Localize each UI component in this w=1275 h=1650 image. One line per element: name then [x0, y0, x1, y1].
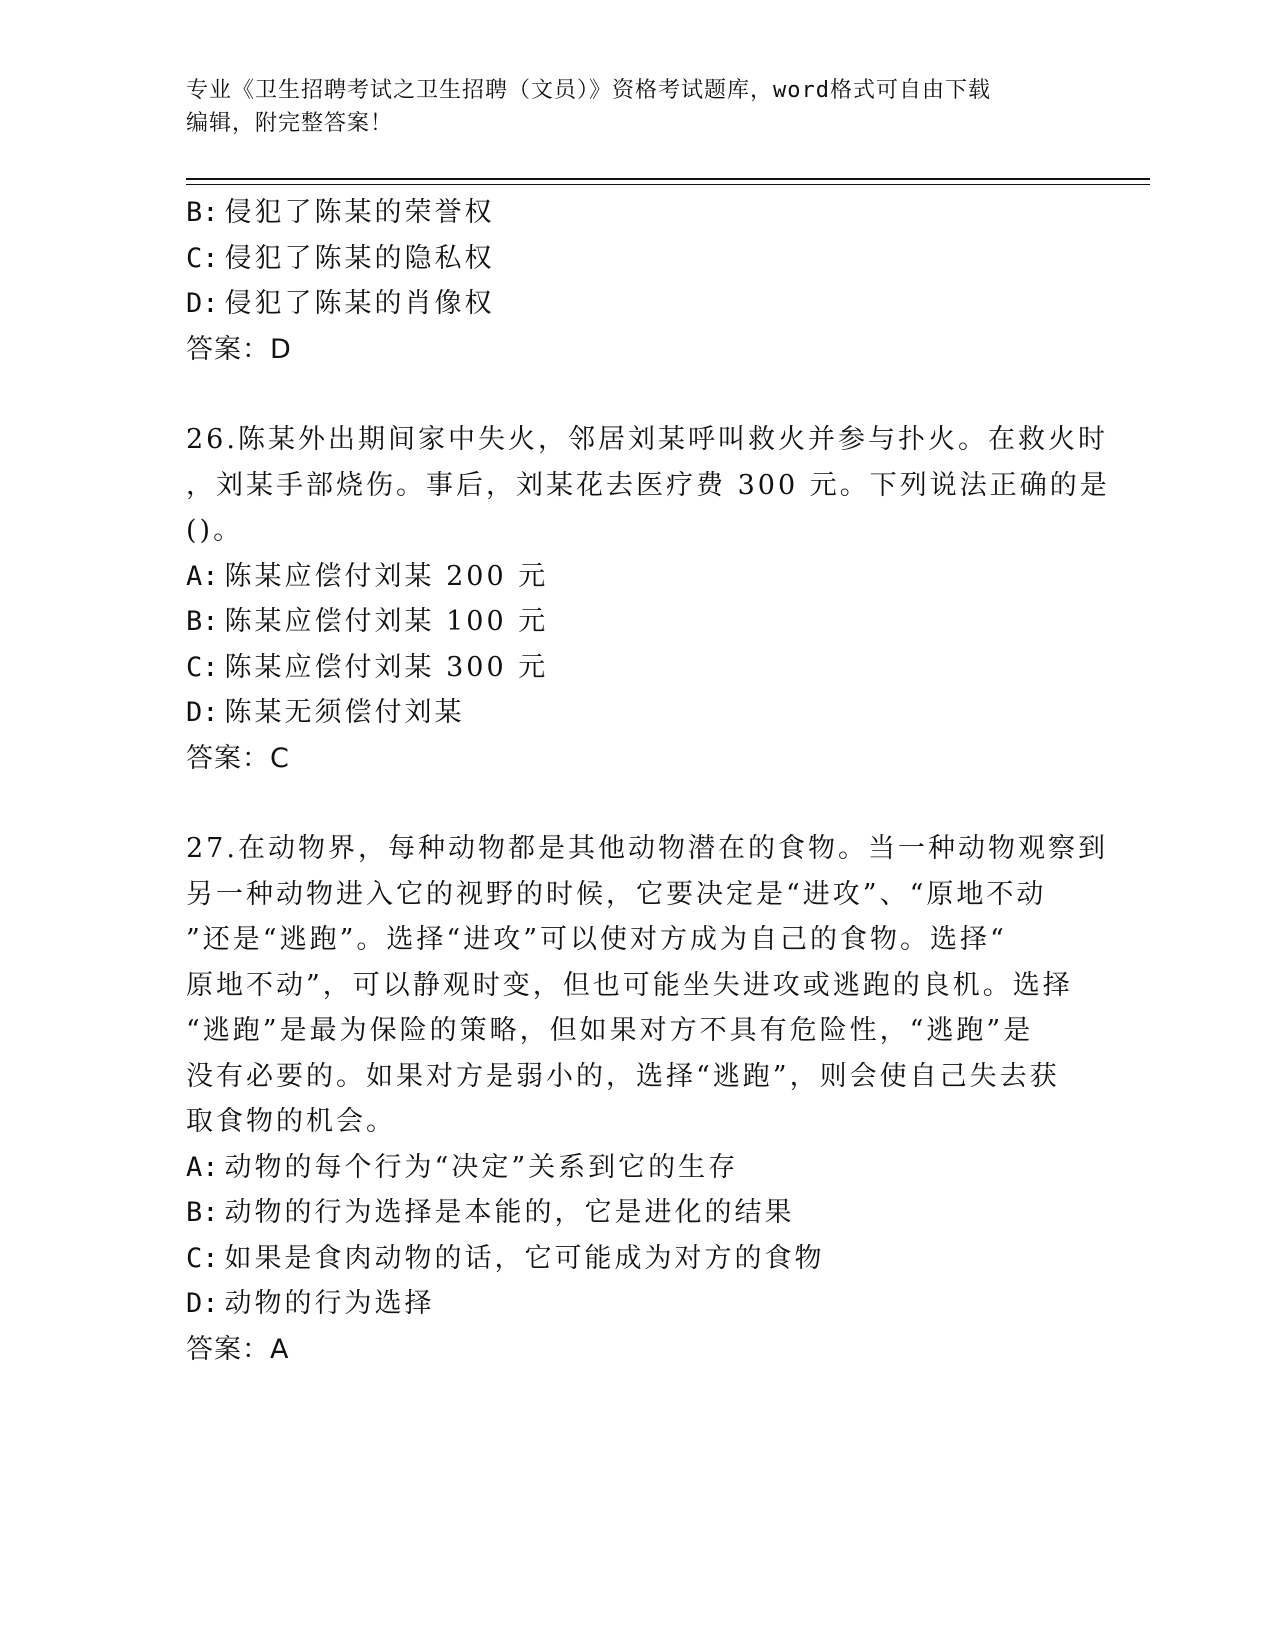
- option-a: [186, 1145, 1086, 1191]
- option-letter: D:: [186, 697, 219, 728]
- header-line-2: 编辑，附完整答案！: [186, 111, 394, 136]
- question-text-line: ，刘某手部烧伤。事后，刘某花去医疗费 300 元。下列说法正确的是: [186, 469, 1110, 501]
- option-text: 动物的行为选择是本能的，它是进化的结果: [224, 1197, 795, 1228]
- option-text: 如果是食肉动物的话，它可能成为对方的食物: [224, 1242, 825, 1274]
- option-letter: C:: [186, 1242, 219, 1274]
- question-text-line: 26.陈某外出期间家中失火，邻居刘某呼叫救火并参与扑火。在救火时: [186, 424, 1108, 455]
- option-text: 侵犯了陈某的肖像权: [224, 288, 495, 319]
- option-letter: C:: [186, 651, 219, 683]
- option-d: [186, 281, 1086, 327]
- option-letter: B:: [186, 1197, 219, 1228]
- option-b: [186, 1190, 1086, 1236]
- question-26: [186, 417, 1110, 781]
- question-text-line: 27.在动物界，每种动物都是其他动物潜在的食物。当一种动物观察到: [186, 833, 1108, 864]
- option-a: [186, 554, 1086, 600]
- question-text-line: ”还是“逃跑”。选择“进攻”可以使对方成为自己的食物。选择“: [186, 924, 1007, 955]
- header-line-1: 专业《卫生招聘考试之卫生招聘（文员）》资格考试题库，word格式可自由下载: [186, 78, 991, 103]
- question-25: [186, 190, 1086, 372]
- option-text: 动物的每个行为“决定”关系到它的生存: [224, 1151, 739, 1183]
- option-text: 陈某应偿付刘某 100 元: [224, 606, 549, 637]
- question-text-line: 没有必要的。如果对方是弱小的，选择“逃跑”，则会使自己失去获: [186, 1060, 1060, 1092]
- header-rule-thin: [186, 184, 1150, 185]
- answer-line: 答案：A: [186, 1333, 290, 1365]
- question-text-line: 原地不动”，可以静观时变，但也可能坐失进攻或逃跑的良机。选择: [186, 969, 1073, 1001]
- option-letter: B:: [186, 197, 219, 228]
- question-text-line: “逃跑”是最为保险的策略，但如果对方不具有危险性，“逃跑”是: [186, 1015, 1034, 1046]
- option-c: [186, 645, 1086, 691]
- option-letter: D:: [186, 1288, 219, 1319]
- option-d: [186, 1281, 1086, 1327]
- option-letter: A:: [186, 1151, 219, 1183]
- question-text-line: 另一种动物进入它的视野的时候，它要决定是“进攻”、“原地不动: [186, 878, 1047, 910]
- question-text-line: 取食物的机会。: [186, 1106, 396, 1137]
- document-body: [186, 190, 1110, 1372]
- option-letter: A:: [186, 560, 219, 592]
- question-27: [186, 826, 1108, 1372]
- option-b: [186, 190, 1086, 236]
- option-text: 陈某无须偿付刘某: [224, 697, 465, 728]
- header-rule-thick: [186, 178, 1150, 180]
- option-letter: B:: [186, 606, 219, 637]
- answer-line: 答案：D: [186, 333, 292, 365]
- option-text: 陈某应偿付刘某 300 元: [224, 651, 549, 683]
- option-text: 侵犯了陈某的隐私权: [224, 242, 495, 274]
- option-text: 动物的行为选择: [224, 1288, 435, 1319]
- option-text: 侵犯了陈某的荣誉权: [224, 197, 495, 228]
- option-c: [186, 236, 1086, 282]
- option-d: [186, 690, 1086, 736]
- option-b: [186, 599, 1086, 645]
- answer-line: 答案：C: [186, 742, 290, 774]
- page-header: [186, 74, 1066, 140]
- option-letter: D:: [186, 288, 219, 319]
- option-text: 陈某应偿付刘某 200 元: [224, 560, 549, 592]
- option-c: [186, 1236, 1086, 1282]
- option-letter: C:: [186, 242, 219, 274]
- question-text-line: ()。: [186, 515, 244, 546]
